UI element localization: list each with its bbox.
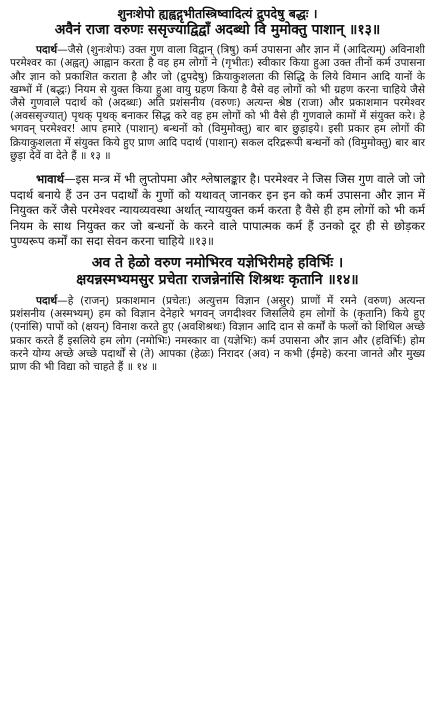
verse-14-line-2: क्षयन्नस्मभ्यमसुर प्रचेता राजन्नेनांसि शिश्रथः कृतानि ॥१४॥ [76, 272, 359, 289]
padarth-13-text: —जैसे (शुनःशेपः) उक्त गुण वाला विद्वान् (त्रिषु) कर्म उपासना और ज्ञान में (आदित्यम्) अविनाशी परमेश्वर का (अह्वत्) आह्वान करता है वह हम लोगों ने (गृभीतः) स्वीकार किया हुआ उक्त तीनों कर्म उपासना और ज्ञान को प्रकाशित कराता है और जो (द्रुपदेषु) क्रियाकुशलता की सिद्धि के लिये विमान आदि यानों के खम्भों में (बद्धः) नियम से युक्त किया हुआ वायु ग्रहण किया है वैसे वह लोगों को भी ग्रहण करना चाहिये जैसे जैसे गुणवाले पदार्थ को (अदब्धः) अति प्रशंसनीय (वरुणः) अत्यन्त श्रेष्ठ (राजा) और प्रकाशमान परमेश्वर (अवससृज्यात्) पृथक् पृथक् बनाकर सिद्ध करे वह हम लोगों को भी वैसे ही गुणवाले कामों में संयुक्त करे। हे भगवन् परमेश्वर! आप हमारे (पाशान्) बन्धनों को (विमुमोक्तु) बार बार छुड़ाइये। इसी प्रकार हम लोगों की क्रियाकुशलता में संयुक्त किये हुए प्राण आदि पदार्थ (पाशान्) सकल दरिद्ररूपी बन्धनों को (विमुमोक्तु) बार बार छुड़ा देवें वा देते हैं ॥ १३ ॥ [10, 44, 425, 162]
bhavarth-13-text: —इस मन्त्र में भी लुप्तोपमा और श्लेषालङ्कार है। परमेश्वर ने जिस जिस गुण वाले जो जो पदार्थ बनाये हैं उन उन पदार्थों के गुणों को यथावत् जानकर इन इन को कर्म उपासना और ज्ञान में नियुक्त करें जैसे परमेश्वर न्यायव्यवस्था अर्थात् न्याययुक्त कर्म करता है वैसे ही हम लोगों को भी कर्म नियम के साथ नियुक्त कर जो बन्धनों के करने वाले पापात्मक कर्म हैं उनको दूर ही से छोड़कर पुण्यरूप कर्मों का सदा सेवन करना चाहिये ॥१३॥ [10, 171, 425, 249]
padarth-14-text: —हे (राजन्) प्रकाशमान (प्रचेतः) अत्युत्तम विज्ञान (असुर) प्राणों में रमने (वरुण) अत्यन्त प्रशंसनीय (अस्मभ्यम्) हम को विज्ञान देनेहारे भगवन् जगदीश्वर जिसलिये हम लोगों के (कृतानि) किये हुए (एनांसि) पापों को (क्षयन्) विनाश करते हुए (अवशिश्रथः) विज्ञान आदि दान से कर्मों के फलों को शिथिल अच्छे प्रकार करते हैं इसलिये हम लोग (नमोभिः) नमस्कार वा (यज्ञेभिः) कर्म उपासना और ज्ञान और (हविर्भिः) होम करने योग्य अच्छे अच्छे पदार्थों से (ते) आपका (हेळः) निरादर (अव) न कभी (ईमहे) करना जानते और मुख्य प्राण की भी विद्या को चाहते हैं ॥ १४ ॥ [10, 294, 425, 373]
verse-13-line-1: शुनःशेपो ह्यह्वद्गृभीतस्त्रिष्वादित्यं द्रुपदेषु बद्धः । [117, 6, 318, 21]
padarth-13-paragraph [10, 44, 425, 163]
bhavarth-13-label: भावार्थ [36, 171, 65, 186]
padarth-13-label: पदार्थ [36, 44, 58, 57]
verse-13-line-2: अवैनं राजा वरुणः ससृज्याद्विद्वाँ अदब्धो वि मुमोक्तु पाशान् ॥१३॥ [54, 21, 381, 38]
padarth-14-paragraph [10, 295, 425, 374]
padarth-14-label: पदार्थ [36, 294, 58, 307]
verse-14-line-1: अव ते हेळो वरुण नमोभिरव यज्ञेभिरीमहे हविर्भिः । [91, 254, 344, 271]
bhavarth-13-paragraph [10, 172, 425, 250]
